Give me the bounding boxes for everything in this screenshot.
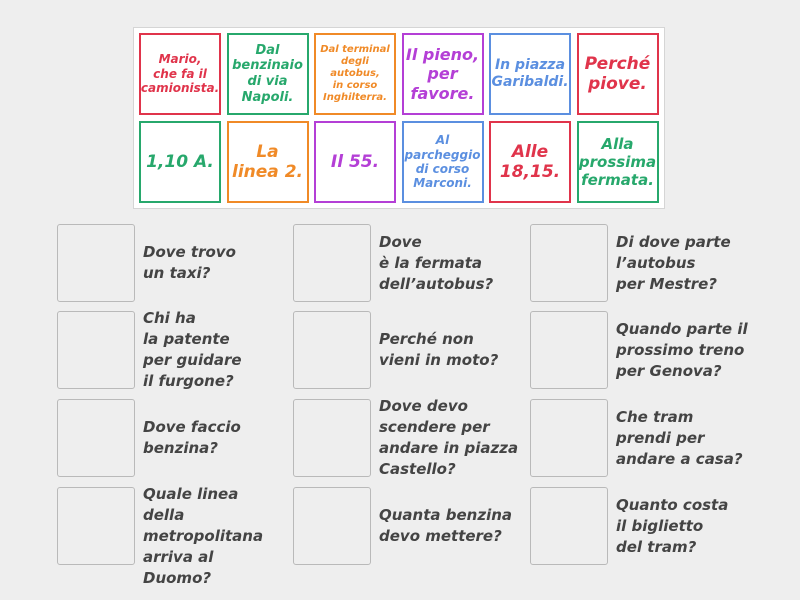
answer-tile[interactable]: La linea 2. [227, 121, 309, 203]
answer-tile[interactable]: Dal terminal degli autobus, in corso Inghilterra. [314, 33, 396, 115]
answer-tile[interactable]: Dal benzinaio di via Napoli. [227, 33, 309, 115]
answer-tile[interactable]: Perché piove. [577, 33, 659, 115]
question-text: Quando parte il prossimo treno per Genova? [616, 319, 748, 380]
drop-slot[interactable] [530, 399, 608, 477]
drop-slot[interactable] [293, 224, 371, 302]
drop-slot[interactable] [57, 224, 135, 302]
drop-slot[interactable] [530, 224, 608, 302]
drop-slot[interactable] [57, 487, 135, 565]
answer-tile[interactable]: Il 55. [314, 121, 396, 203]
answer-tile[interactable]: Alle 18,15. [489, 121, 571, 203]
drop-slot[interactable] [293, 399, 371, 477]
drop-slot[interactable] [57, 311, 135, 389]
question-text: Chi ha la patente per guidare il furgone? [143, 309, 242, 390]
answer-tile[interactable]: Mario, che fa il camionista. [139, 33, 221, 115]
drop-slot[interactable] [530, 487, 608, 565]
question-text: Dove devo scendere per andare in piazza Castello? [379, 397, 519, 478]
question-text: Perché non vieni in moto? [379, 330, 499, 369]
question-text: Dove trovo un taxi? [143, 243, 236, 282]
question-text: Quale linea della metropolitana arriva al Duomo? [143, 485, 264, 587]
question-text: Quanta benzina devo mettere? [379, 506, 513, 545]
question-text: Quanto costa il biglietto del tram? [616, 495, 729, 556]
answer-tile[interactable]: Al parcheggio di corso Marconi. [402, 121, 484, 203]
answer-tile[interactable]: 1,10 A. [139, 121, 221, 203]
question-text: Dove faccio benzina? [143, 418, 241, 457]
answer-tile[interactable]: Il pieno, per favore. [402, 33, 484, 115]
question-text: Di dove parte l’autobus per Mestre? [616, 232, 731, 293]
drop-slot[interactable] [57, 399, 135, 477]
answer-tile-tray [133, 27, 665, 209]
answer-tile[interactable]: In piazza Garibaldi. [489, 33, 571, 115]
drop-slot[interactable] [293, 487, 371, 565]
question-text: Che tram prendi per andare a casa? [616, 407, 743, 468]
drop-slot[interactable] [293, 311, 371, 389]
answer-tile[interactable]: Alla prossima fermata. [577, 121, 659, 203]
drop-slot[interactable] [530, 311, 608, 389]
question-text: Dove è la fermata dell’autobus? [379, 232, 494, 293]
